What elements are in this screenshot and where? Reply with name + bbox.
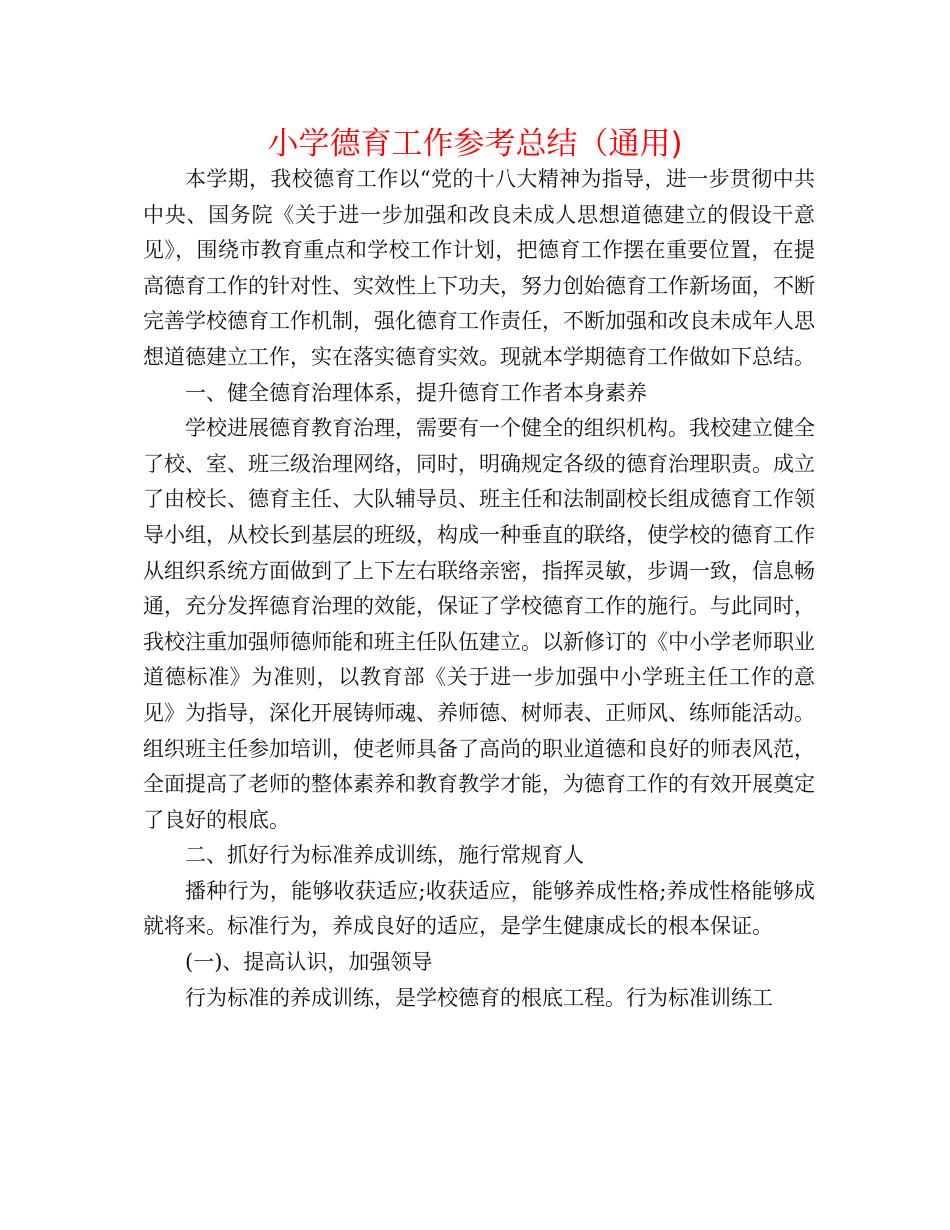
paragraph-section-2: 播种行为，能够收获适应;收获适应，能够养成性格;养成性格能够成就将来。标准行为，养成良好的适应，是学生健康成长的根本保证。 <box>143 878 815 939</box>
paragraph-subsection-1: 行为标准的养成训练，是学校德育的根底工程。行为标准训练工 <box>185 985 773 1010</box>
section-heading-2: 二、抓好行为标准养成训练，施行常规育人 <box>185 843 584 868</box>
document-body <box>143 162 815 1016</box>
section-heading-1: 一、健全德育治理体系，提升德育工作者本身素养 <box>185 380 647 405</box>
document-title: 小学德育工作参考总结（通用) <box>267 126 683 162</box>
paragraph-intro: 本学期，我校德育工作以“党的十八大精神为指导，进一步贯彻中共中央、国务院《关于进一步加强和改良未成人思想道德建立的假设干意见》，围绕市教育重点和学校工作计划，把德育工作摆在重要位置，在提高德育工作的针对性、实效性上下功夫，努力创始德育工作新场面，不断完善学校德育工作机制，强化德育工作责任，不断加强和改良未成年人思想道德建立工作，实在落实德育实效。现就本学期德育工作做如下总结。 <box>143 167 815 369</box>
subsection-heading-1: (一)、提高认识，加强领导 <box>185 950 433 975</box>
paragraph-section-1: 学校进展德育教育治理，需要有一个健全的组织机构。我校建立健全了校、室、班三级治理网络，同时，明确规定各级的德育治理职责。成立了由校长、德育主任、大队辅导员、班主任和法制副校长组成德育工作领导小组，从校长到基层的班级，构成一种垂直的联络，使学校的德育工作从组织系统方面做到了上下左右联络亲密，指挥灵敏，步调一致，信息畅通，充分发挥德育治理的效能，保证了学校德育工作的施行。与此同时，我校注重加强师德师能和班主任队伍建立。以新修订的《中小学老师职业道德标准》为准则，以教育部《关于进一步加强中小学班主任工作的意见》为指导，深化开展铸师魂、养师德、树师表、正师风、练师能活动。组织班主任参加培训，使老师具备了高尚的职业道德和良好的师表风范，全面提高了老师的整体素养和教育教学才能，为德育工作的有效开展奠定了良好的根底。 <box>143 416 815 832</box>
